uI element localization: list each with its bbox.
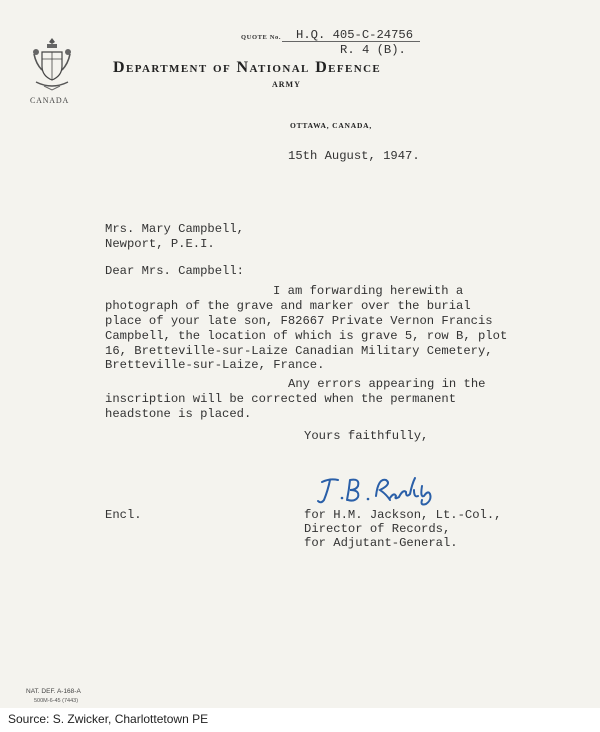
handwritten-signature [316,470,456,510]
salutation: Dear Mrs. Campbell: [105,264,244,278]
closing: Yours faithfully, [304,429,429,443]
recipient-address: Newport, P.E.I. [105,237,215,251]
signature-line: Director of Records, [304,522,451,536]
paragraph2-line: Any errors appearing in the [288,377,486,391]
crest-label: CANADA [30,96,70,105]
reference-subnumber: R. 4 (B). [340,43,406,57]
letter-date: 15th August, 1947. [288,149,420,163]
signature-line: for Adjutant-General. [304,536,458,550]
paragraph1-line: Bretteville-sur-Laize, France. [105,358,325,372]
paragraph1-line: place of your late son, F82667 Private Vernon Francis [105,314,493,328]
source-caption-bar [0,708,600,732]
form-code: NAT. DEF. A-168-A [26,688,81,695]
paragraph1-line: I am forwarding herewith a [273,284,464,298]
recipient-name: Mrs. Mary Campbell, [105,222,244,236]
paragraph1-line: 16, Bretteville-sur-Laize Canadian Military Cemetery, [105,344,493,358]
paragraph1-line: photograph of the grave and marker over the burial [105,299,471,313]
signature-line: for H.M. Jackson, Lt.-Col., [304,508,502,522]
source-caption: Source: S. Zwicker, Charlottetown PE [8,712,209,726]
paragraph1-line: Campbell, the location of which is grave 5, row B, plot [105,329,508,343]
branch-title: ARMY [272,80,301,89]
paragraph2-line: inscription will be corrected when the permanent [105,392,457,406]
quote-number: H.Q. 405-C-24756 [296,28,414,42]
enclosure-note: Encl. [105,508,142,522]
paragraph2-line: headstone is placed. [105,407,252,421]
department-title: Department of National Defence [113,59,382,76]
quote-number-label: QUOTE No. [241,34,282,41]
quote-underline [282,41,420,42]
letterhead-location: OTTAWA, CANADA, [290,121,373,130]
form-code-print-run: 500M-6-45 (7443) [34,698,79,704]
canada-coat-of-arms-icon [30,36,74,92]
